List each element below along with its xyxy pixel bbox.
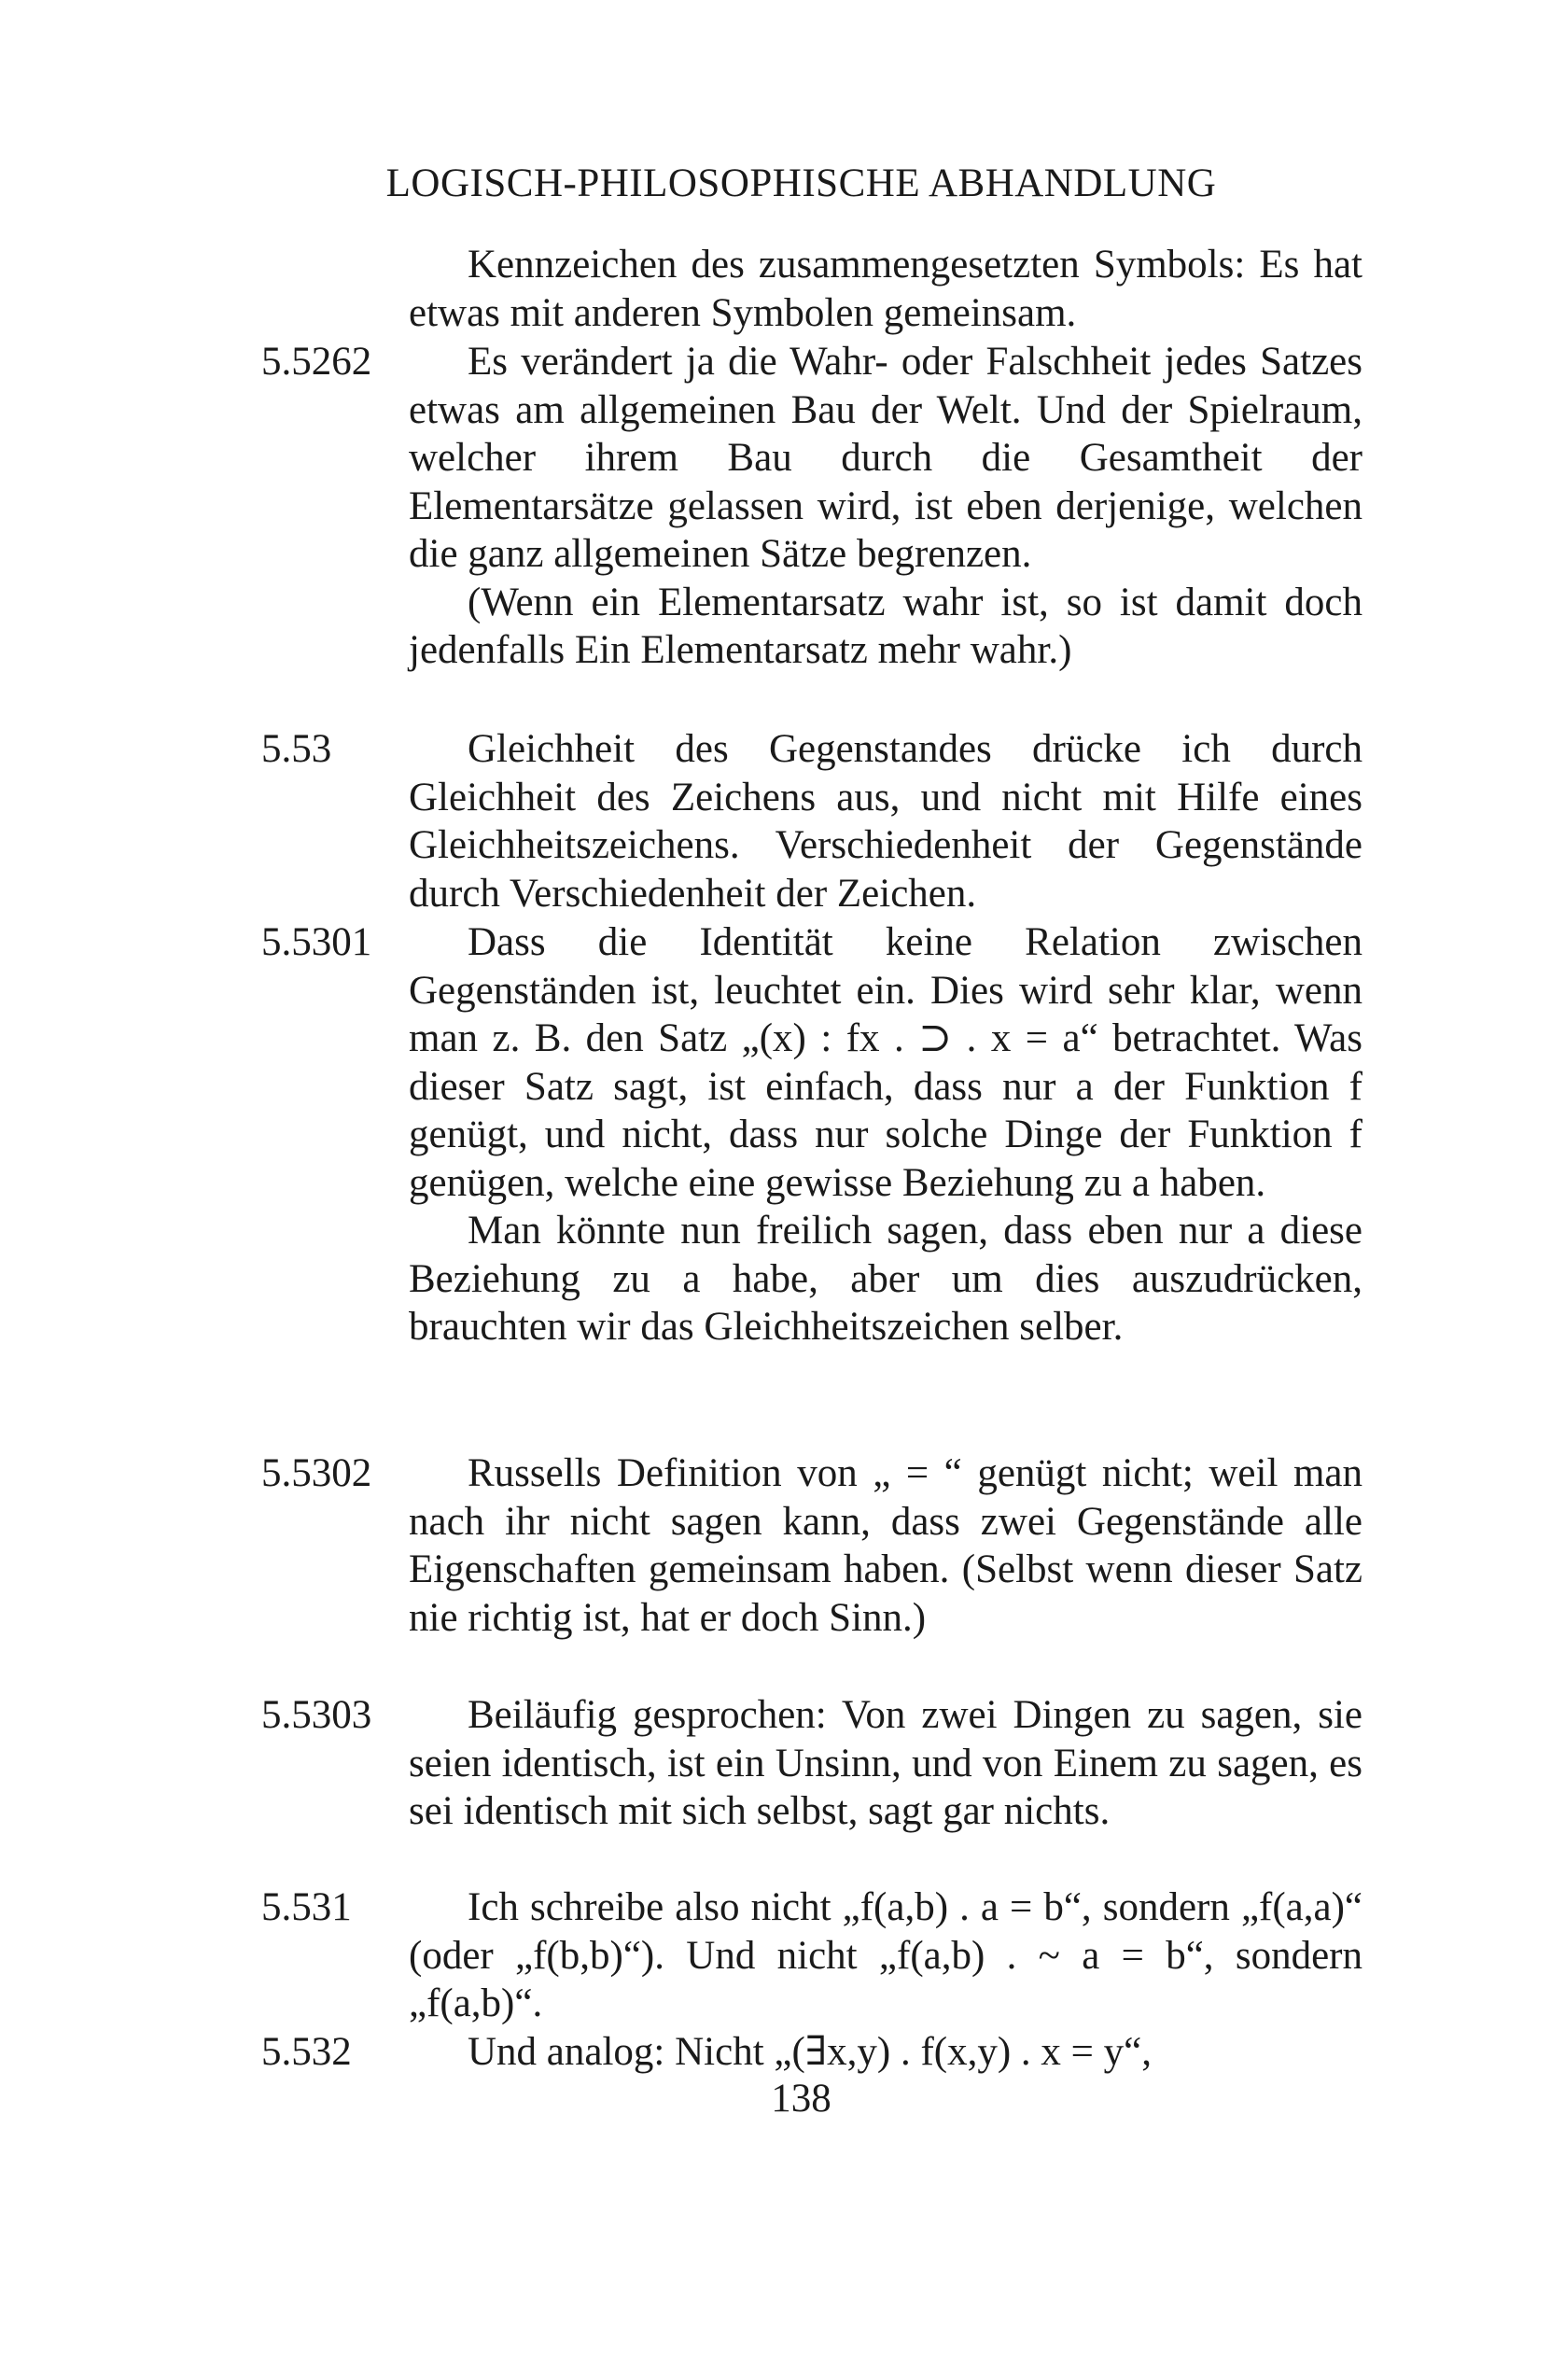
proposition-number-5-5302: 5.5302 xyxy=(261,1451,372,1495)
proposition-number-5-532: 5.532 xyxy=(261,2030,352,2074)
proposition-paragraph: (Wenn ein Elementarsatz wahr ist, so ist damit doch jedenfalls Ein Elementarsatz mehr wahr.) xyxy=(409,580,1362,672)
running-header: LOGISCH-PHILOSOPHISCHE ABHANDLUNG xyxy=(385,161,1217,205)
intro-text-block xyxy=(409,241,1362,337)
proposition-paragraph: Es verändert ja die Wahr- oder Falschheit jedes Satzes etwas am allgemeinen Bau der Welt. Und der Spielraum, welcher ihrem Bau durch die Gesamtheit der Elementarsätze gelassen wird, ist eben derjenige, welchen die ganz allgemeinen Sätze begrenzen. xyxy=(409,340,1362,576)
proposition-paragraph: Beiläufig gesprochen: Von zwei Dingen zu sagen, sie seien identisch, ist ein Unsinn, und von Einem zu sagen, es sei identisch mit sich selbst, sagt gar nichts. xyxy=(409,1693,1362,1833)
proposition-number-5-5262: 5.5262 xyxy=(261,340,372,384)
intro-paragraph: Kennzeichen des zusammengesetzten Symbols: Es hat etwas mit anderen Symbolen gemeinsam. xyxy=(409,243,1362,335)
proposition-paragraph: Man könnte nun freilich sagen, dass eben nur a diese Beziehung zu a habe, aber um dies auszudrücken, brauchten wir das Gleichheitszeichen selber. xyxy=(409,1209,1362,1349)
proposition-text-5-532 xyxy=(409,2028,1362,2077)
proposition-text-5-5262 xyxy=(409,338,1362,675)
proposition-number-5-5301: 5.5301 xyxy=(261,920,372,964)
proposition-number-5-531: 5.531 xyxy=(261,1885,352,1929)
proposition-text-5-53 xyxy=(409,725,1362,917)
proposition-text-5-531 xyxy=(409,1883,1362,2028)
proposition-text-5-5303 xyxy=(409,1691,1362,1836)
proposition-paragraph: Und analog: Nicht „(∃x,y) . f(x,y) . x = y“, xyxy=(468,2030,1152,2074)
proposition-text-5-5301 xyxy=(409,918,1362,1351)
page-number: 138 xyxy=(771,2077,831,2121)
proposition-paragraph: Ich schreibe also nicht „f(a,b) . a = b“, sondern „f(a,a)“ (oder „f(b,b)“). Und nicht „f(a,b) . ~ a = b“, sondern „f(a,b)“. xyxy=(409,1885,1362,2025)
proposition-paragraph: Gleichheit des Gegenstandes drücke ich durch Gleichheit des Zeichens aus, und nicht mit Hilfe eines Gleichheitszeichens. Verschiedenheit der Gegenstände durch Verschiedenheit der Zeichen. xyxy=(409,727,1362,916)
proposition-number-5-53: 5.53 xyxy=(261,727,332,771)
proposition-paragraph: Russells Definition von „ = “ genügt nicht; weil man nach ihr nicht sagen kann, dass zwei Gegenstände alle Eigenschaften gemeinsam haben. (Selbst wenn dieser Satz nie richtig ist, hat er doch Sinn.) xyxy=(409,1451,1362,1640)
proposition-number-5-5303: 5.5303 xyxy=(261,1693,372,1737)
proposition-paragraph: Dass die Identität keine Relation zwischen Gegenständen ist, leuchtet ein. Dies wird sehr klar, wenn man z. B. den Satz „(x) : fx . ⊃ . x = a“ betrachtet. Was dieser Satz sagt, ist einfach, dass nur a der Funktion f genügt, und nicht, dass nur solche Dinge der Funktion f genügen, welche eine gewisse Beziehung zu a haben. xyxy=(409,920,1362,1205)
proposition-text-5-5302 xyxy=(409,1449,1362,1642)
